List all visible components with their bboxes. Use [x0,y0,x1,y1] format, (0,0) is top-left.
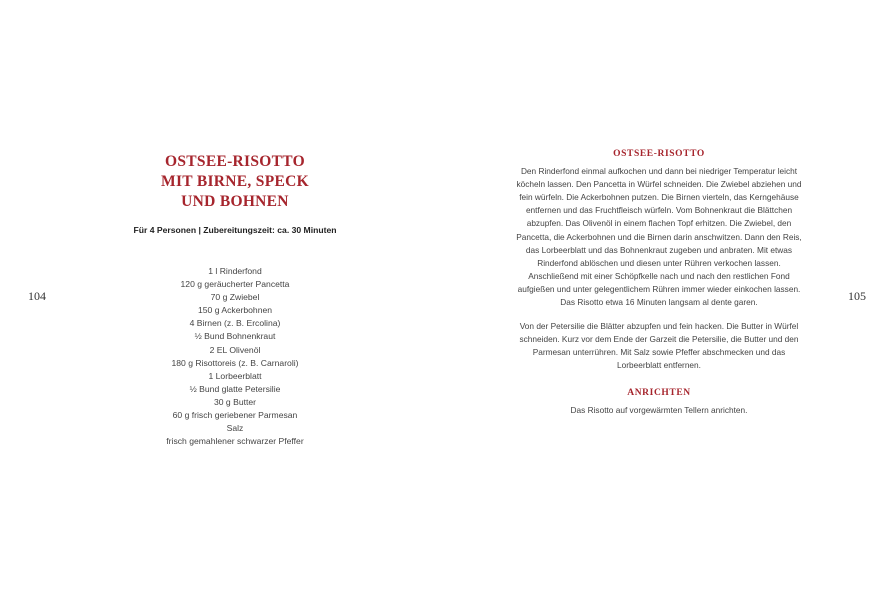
method-heading: OSTSEE-RISOTTO [613,149,705,159]
serving-text: Das Risotto auf vorgewärmten Tellern anrichten. [570,404,748,415]
recipe-title-line: MIT BIRNE, SPECK [161,173,309,190]
ingredient-item: 180 g Risottoreis (z. B. Carnaroli) [171,357,299,368]
method-paragraph: Den Rinderfond einmal aufkochen und dann bei niedriger Temperatur leicht köcheln lassen. Den Pancetta in Würfel schneiden. Die Zwiebel abziehen und fein würfeln. Die Ackerbohnen putzen. Die Birnen vierteln, das Kerngehäuse entfernen und das Fruchtfleisch würfeln. Vom Bohnenkraut die Blättchen abzupfen. Das Olivenöl in einem flachen Topf erhitzen. Die Zwiebel, den Pancetta, die Ackerbohnen und die Birnen darin anschwitzen. Dann den Reis, das Lorbeerblatt und das Bohnenkraut zugeben und anbraten. Mit etwas Rinderfond ablöschen und diesen unter Rühren verkochen lassen. Anschließend mit einer Schöpfkelle nach und nach den restlichen Fond aufgießen und unter gelegentlichem Rühren immer wieder einkochen lassen. Das Risotto etwa 16 Minuten langsam al dente garen. [516,166,802,308]
recipe-title-line: OSTSEE-RISOTTO [164,153,306,170]
ingredient-item: ½ Bund Bohnenkraut [194,331,276,342]
ingredient-item: ½ Bund glatte Petersilie [189,383,281,394]
recipe-method-page [514,148,804,417]
ingredient-item: 1 l Rinderfond [208,266,262,276]
ingredient-item: 30 g Butter [213,396,257,407]
method-paragraph: Von der Petersilie die Blätter abzupfen und fein hacken. Die Butter in Würfel schneiden. Kurz vor dem Ende der Garzeit die Petersilie, die Butter und den Parmesan unterrühren. Mit Salz sowie Pfeffer abschmecken und das Lorbeerblatt entfernen. [519,321,799,371]
ingredient-item: 120 g geräucherter Pancetta [180,279,290,290]
recipe-ingredients-page [110,152,360,457]
recipe-title-line: UND BOHNEN [181,193,289,210]
ingredient-item: 4 Birnen (z. B. Ercolina) [189,318,281,329]
ingredient-item: Salz [226,423,244,434]
recipe-title [110,152,360,212]
serving-heading: ANRICHTEN [627,387,691,398]
recipe-servings-time: Für 4 Personen | Zubereitungszeit: ca. 30 Minuten [133,225,337,235]
page-number-left: 104 [28,289,46,303]
ingredient-item: 2 EL Olivenöl [209,344,261,355]
ingredient-list [110,265,360,448]
ingredient-item: 1 Lorbeerblatt [208,370,262,381]
ingredient-item: 60 g frisch geriebener Parmesan [172,410,298,421]
ingredient-item: frisch gemahlener schwarzer Pfeffer [166,436,304,447]
ingredient-item: 70 g Zwiebel [210,292,260,303]
ingredient-item: 150 g Ackerbohnen [197,305,273,316]
page-number-right: 105 [848,289,866,303]
